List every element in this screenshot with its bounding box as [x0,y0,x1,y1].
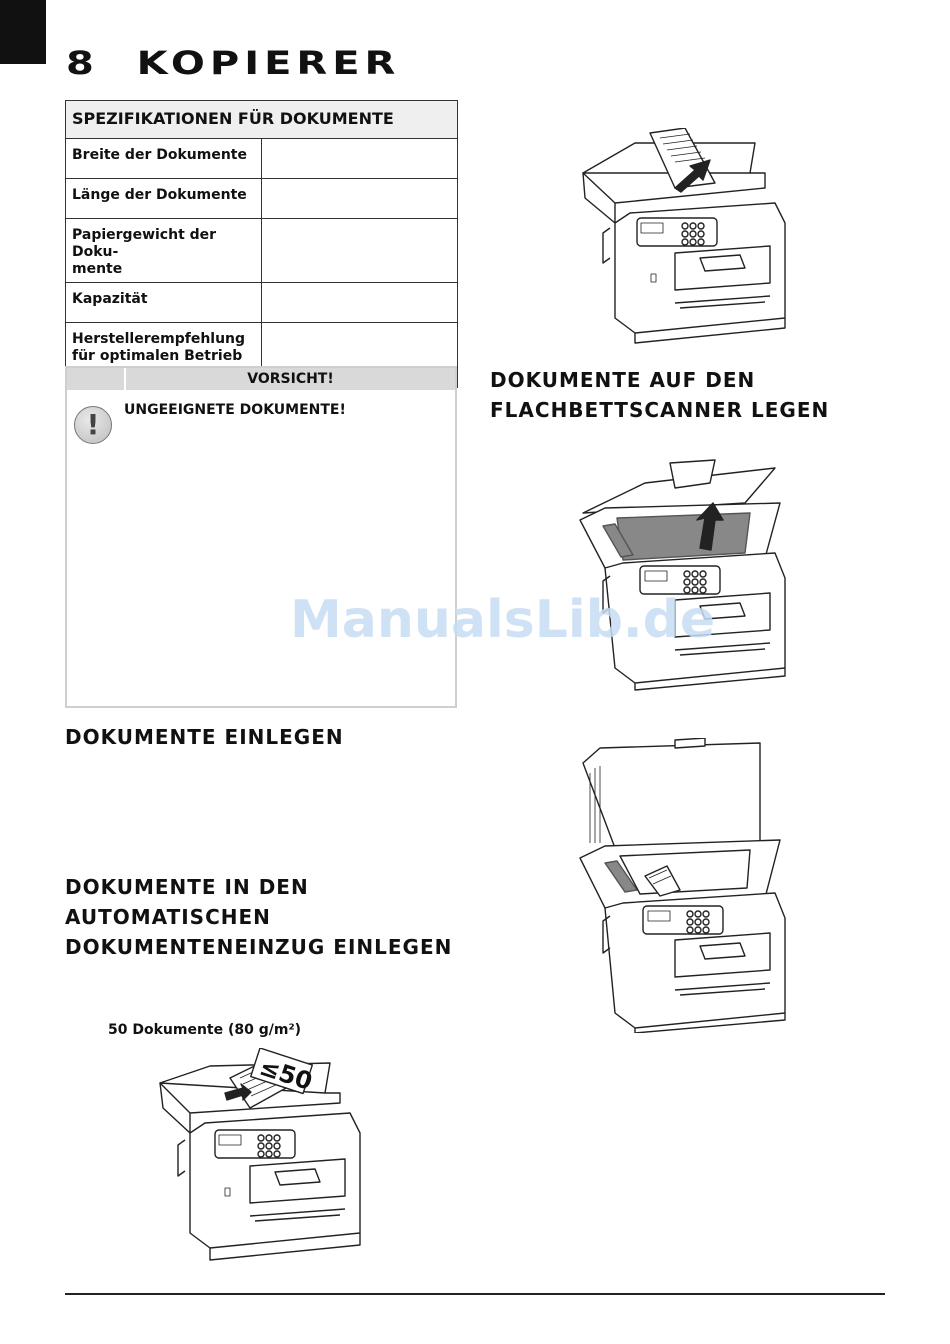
exclamation-icon: ! [74,406,112,444]
chapter-name: KOPIERER [136,44,401,82]
spec-label: Herstellerempfehlung für optimalen Betrieb [66,323,262,388]
printer-flatbed-open-illustration [575,458,805,693]
chapter-title [66,44,400,82]
printer-flatbed-document-illustration [575,738,805,1033]
table-row [66,283,458,323]
watermark: ManualsLib.de [290,590,716,650]
caution-subtitle: UNGEEIGNETE DOKUMENTE! [124,402,346,418]
spec-label: Papiergewicht der Doku- mente [66,219,262,283]
chapter-tab-marker [0,0,46,64]
caution-header [67,368,455,390]
spec-label: Kapazität [66,283,262,323]
spec-table-header: SPEZIFIKATIONEN FÜR DOKUMENTE [66,101,458,139]
spec-value [262,219,458,283]
printer-adf-load-illustration [155,1048,365,1268]
footer-rule [65,1293,885,1295]
section-heading-adf: DOKUMENTE IN DEN AUTOMATISCHEN DOKUMENTENEINZUG EINLEGEN [65,875,453,959]
capacity-badge-text: ≤50 [256,1052,316,1096]
spec-value [262,179,458,219]
spec-value [262,139,458,179]
printer-adf-output-illustration [575,128,805,348]
table-row [66,139,458,179]
spec-label: Breite der Dokumente [66,139,262,179]
spec-label: Länge der Dokumente [66,179,262,219]
caution-title: VORSICHT! [247,371,334,387]
spec-table [65,100,458,388]
adf-capacity-note: 50 Dokumente (80 g/m²) [108,1022,301,1038]
section-heading-einlegen: DOKUMENTE EINLEGEN [65,725,344,749]
caution-box [65,366,457,708]
table-row [66,219,458,283]
spec-value [262,283,458,323]
chapter-number: 8 [66,44,99,82]
table-row [66,179,458,219]
section-heading-flatbed: DOKUMENTE AUF DEN FLACHBETTSCANNER LEGEN [490,368,830,422]
